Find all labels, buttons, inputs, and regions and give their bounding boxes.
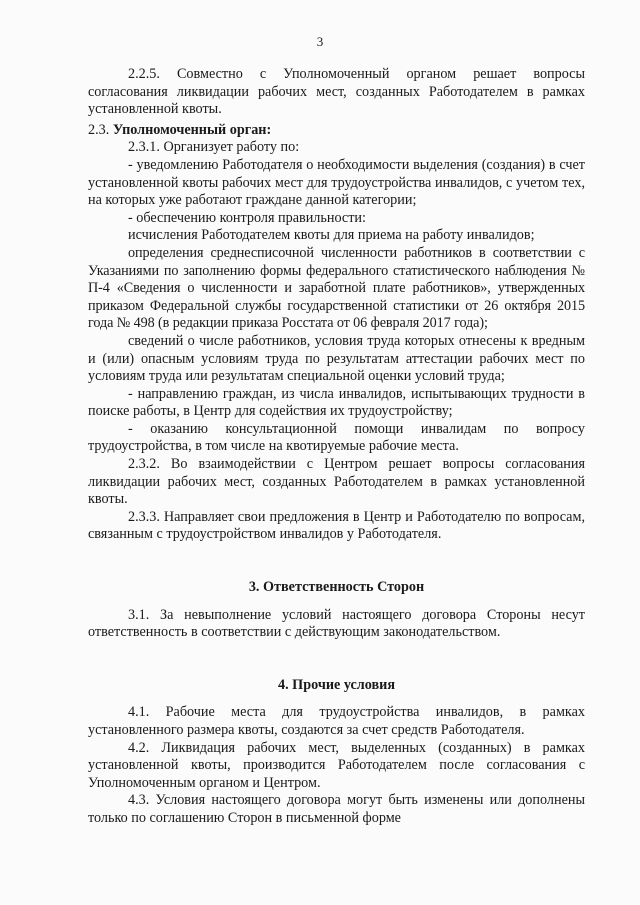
heading-2-3-title: Уполномоченный орган: bbox=[112, 121, 272, 138]
paragraph-2-3-3: 2.3.3. Направляет свои предложения в Центр и Работодателю по вопросам, связанным с трудоустройством инвалидов у Работодателя. bbox=[88, 508, 585, 543]
list-item-consulting: - оказанию консультационной помощи инвалидам по вопросу трудоустройства, в том числе на квотируемые рабочие места. bbox=[88, 420, 585, 455]
page-number: 3 bbox=[316, 34, 324, 49]
paragraph-4-2: 4.2. Ликвидация рабочих мест, выделенных (созданных) в рамках установленной квоты, производится Работодателем после согласования с Уполномоченным органом и Центром. bbox=[88, 739, 585, 791]
paragraph-2-3-1: 2.3.1. Организует работу по: bbox=[128, 139, 300, 156]
document-body bbox=[88, 66, 585, 828]
list-item-workers-conditions: сведений о числе работников, условия труда которых отнесены к вредным и (или) опасным условиям труда по результатам аттестации рабочих мест по условиям труда или результатам специальной оценки условий труда; bbox=[88, 332, 585, 385]
heading-2-3 bbox=[88, 122, 585, 140]
section-3-title: 3. Ответственность Сторон bbox=[248, 579, 425, 596]
list-item-notify-employer: - уведомлению Работодателя о необходимости выделения (создания) в счет установленной квоты рабочих мест для трудоустройства инвалидов, с учетом тех, на которых уже работают граждане данной категории; bbox=[88, 156, 585, 209]
list-item-referral: - направлению граждан, из числа инвалидов, испытывающих трудности в поиске работы, в Центр для содействия их трудоустройству; bbox=[88, 385, 585, 420]
list-item-quota-calc: исчисления Работодателем квоты для приема на работу инвалидов; bbox=[128, 227, 535, 244]
list-item-headcount: определения среднесписочной численности работников в соответствии с Указаниями по заполнению формы федерального статистического наблюдения № П-4 «Сведения о численности и заработной плате работников», утвержденных приказом Федеральной службы государственной статистики от 26 октября 2015 года № 498 (в редакции приказа Росстата от 06 февраля 2017 года); bbox=[88, 244, 585, 332]
paragraph-2-3-2: 2.3.2. Во взаимодействии с Центром решает вопросы согласования ликвидации рабочих мест, созданных Работодателем в рамках установленной квоты. bbox=[88, 456, 585, 508]
section-4-title: 4. Прочие условия bbox=[277, 676, 396, 693]
paragraph-4-3: 4.3. Условия настоящего договора могут быть изменены или дополнены только по соглашению Сторон в письменной форме bbox=[88, 792, 585, 826]
paragraph-4-1: 4.1. Рабочие места для трудоустройства инвалидов, в рамках установленного размера квоты, создаются за счет средств Работодателя. bbox=[88, 704, 585, 738]
paragraph-3-1: 3.1. За невыполнение условий настоящего договора Стороны несут ответственность в соответствии с действующим законодательством. bbox=[88, 606, 585, 641]
paragraph-2-2-5: 2.2.5. Совместно с Уполномоченный органом решает вопросы согласования ликвидации рабочих мест, созданных Работодателем в рамках установленной квоты. bbox=[88, 66, 585, 118]
list-item-control: - обеспечению контроля правильности: bbox=[128, 209, 366, 226]
heading-2-3-number: 2.3. bbox=[88, 121, 113, 138]
